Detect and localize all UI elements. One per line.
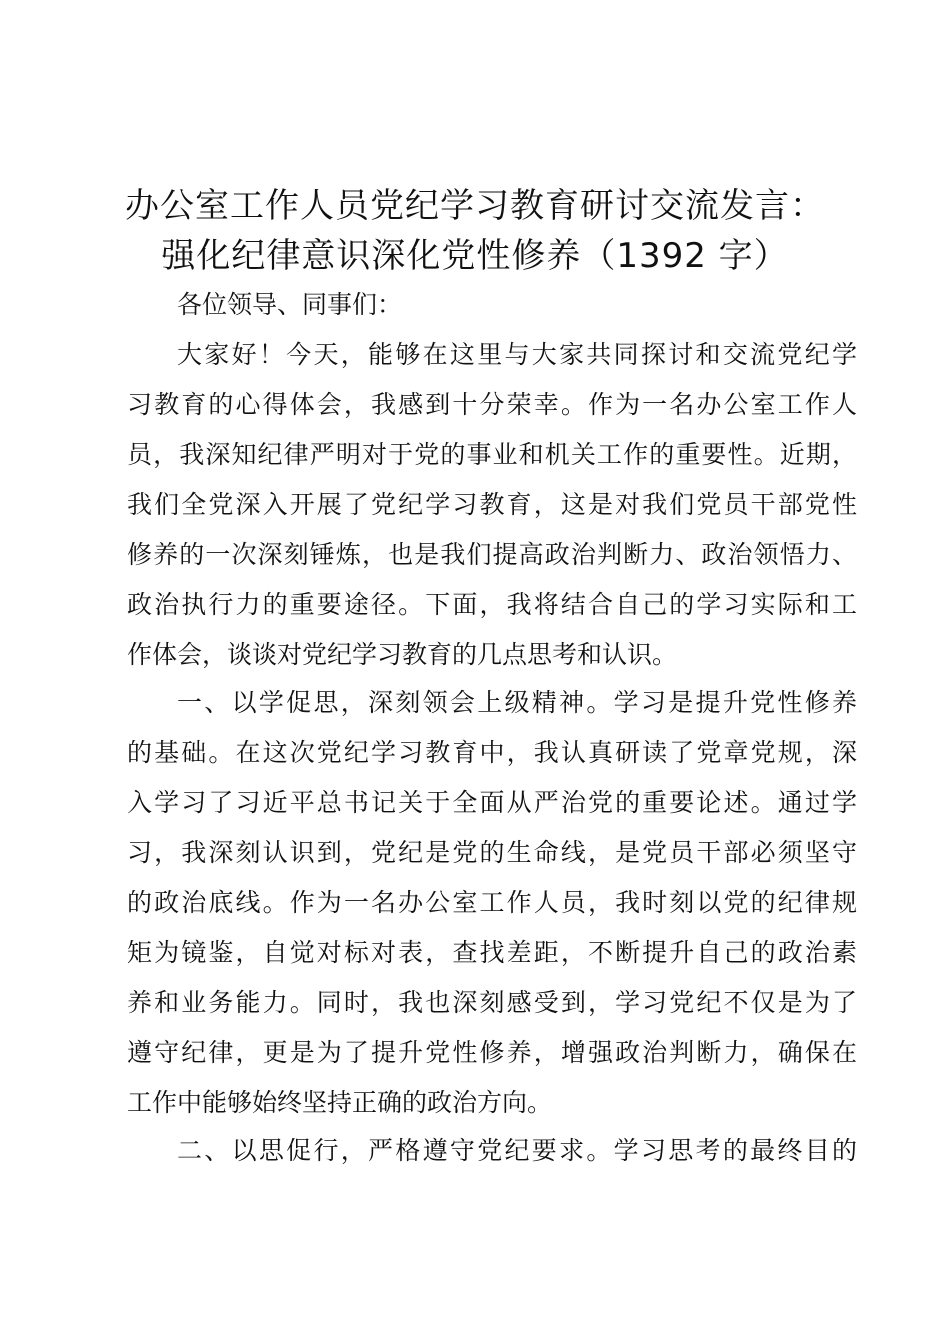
paragraph-line: 遵守纪律，更是为了提升党性修养，增强政治判断力，确保在: [127, 1038, 857, 1067]
paragraph-line: 作体会，谈谈对党纪学习教育的几点思考和认识。: [127, 640, 678, 669]
paragraph-line: 修养的一次深刻锤炼，也是我们提高政治判断力、政治领悟力、: [127, 540, 857, 569]
paragraph-line: 习，我深刻认识到，党纪是党的生命线，是党员干部必须坚守: [127, 838, 857, 867]
paragraph-line: 工作中能够始终坚持正确的政治方向。: [127, 1088, 553, 1117]
paragraph-line: 的政治底线。作为一名办公室工作人员，我时刻以党的纪律规: [127, 888, 857, 917]
paragraph-line: 二、以思促行，严格遵守党纪要求。学习思考的最终目的: [177, 1136, 857, 1165]
document-title-line-1: 办公室工作人员党纪学习教育研讨交流发言：: [125, 186, 825, 226]
paragraph-line: 政治执行力的重要途径。下面，我将结合自己的学习实际和工: [127, 590, 857, 619]
paragraph-line: 入学习了习近平总书记关于全面从严治党的重要论述。通过学: [127, 788, 857, 817]
document-title-line-2: 强化纪律意识深化党性修养（1392 字）: [161, 236, 789, 276]
paragraph-line: 矩为镜鉴，自觉对标对表，查找差距，不断提升自己的政治素: [127, 938, 857, 967]
paragraph-line: 员，我深知纪律严明对于党的事业和机关工作的重要性。近期，: [127, 440, 857, 469]
paragraph-line: 我们全党深入开展了党纪学习教育，这是对我们党员干部党性: [127, 490, 857, 519]
paragraph-line: 的基础。在这次党纪学习教育中，我认真研读了党章党规，深: [127, 738, 857, 767]
salutation: 各位领导、同事们：: [177, 290, 403, 319]
paragraph-line: 习教育的心得体会，我感到十分荣幸。作为一名办公室工作人: [127, 390, 857, 419]
paragraph-line: 一、以学促思，深刻领会上级精神。学习是提升党性修养: [177, 688, 857, 717]
paragraph-line: 大家好！今天，能够在这里与大家共同探讨和交流党纪学: [177, 340, 857, 369]
paragraph-line: 养和业务能力。同时，我也深刻感受到，学习党纪不仅是为了: [127, 988, 857, 1017]
